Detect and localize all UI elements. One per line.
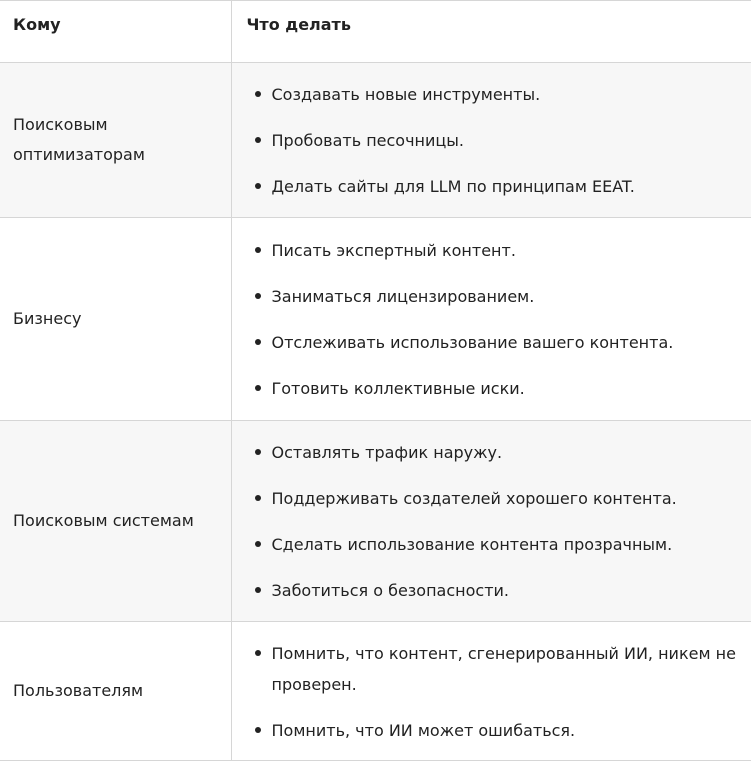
- row-audience: Поисковым оптимизаторам: [0, 63, 231, 218]
- action-list: [247, 235, 742, 404]
- list-item: Пробовать песочницы.: [272, 125, 742, 156]
- list-item: Заниматься лицензированием.: [272, 281, 742, 312]
- row-actions: [231, 63, 751, 218]
- list-item: Оставлять трафик наружу.: [272, 437, 742, 468]
- list-item: Готовить коллективные иски.: [272, 373, 742, 404]
- list-item: Сделать использование контента прозрачным.: [272, 529, 742, 560]
- list-item: Помнить, что контент, сгенерированный ИИ, никем не проверен.: [272, 638, 742, 700]
- list-item: Создавать новые инструменты.: [272, 79, 742, 110]
- list-item: Отслеживать использование вашего контента.: [272, 327, 742, 358]
- row-audience: Пользователям: [0, 622, 231, 761]
- list-item: Писать экспертный контент.: [272, 235, 742, 266]
- row-actions: [231, 218, 751, 421]
- table-row: [0, 63, 751, 218]
- row-actions: [231, 421, 751, 622]
- list-item: Заботиться о безопасности.: [272, 575, 742, 606]
- column-header-who: Кому: [0, 1, 231, 63]
- list-item: Помнить, что ИИ может ошибаться.: [272, 715, 742, 746]
- action-list: [247, 79, 742, 202]
- table-row: [0, 421, 751, 622]
- table-row: [0, 622, 751, 761]
- table-header-row: [0, 1, 751, 63]
- list-item: Поддерживать создателей хорошего контента.: [272, 483, 742, 514]
- action-list: [247, 638, 742, 746]
- table-row: [0, 218, 751, 421]
- row-audience: Бизнесу: [0, 218, 231, 421]
- action-list: [247, 437, 742, 606]
- column-header-what: Что делать: [231, 1, 751, 63]
- row-actions: [231, 622, 751, 761]
- row-audience: Поисковым системам: [0, 421, 231, 622]
- list-item: Делать сайты для LLM по принципам EEAT.: [272, 171, 742, 202]
